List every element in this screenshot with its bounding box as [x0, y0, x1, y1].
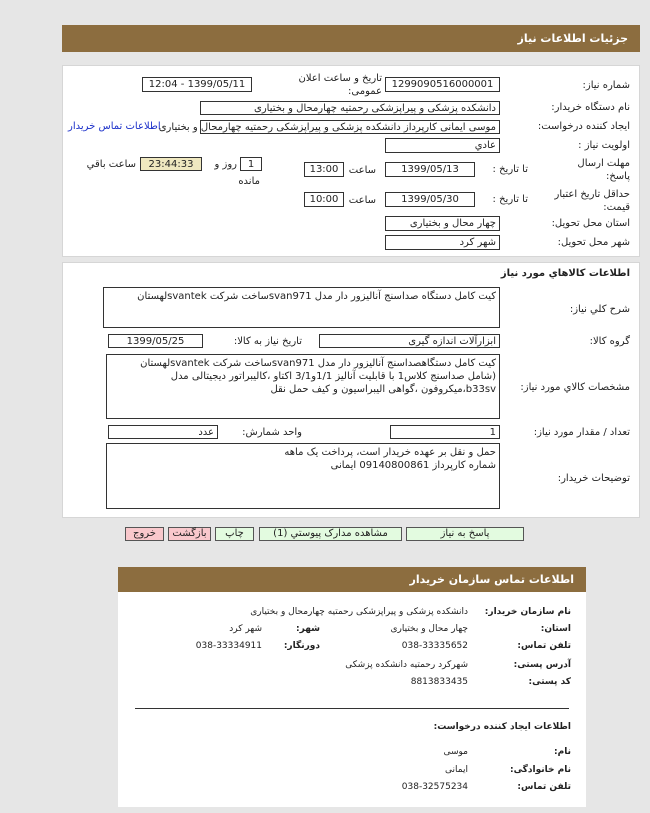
respond-button[interactable]: پاسخ به نیاز — [406, 527, 524, 541]
phone-label: تلفن تماس: — [517, 641, 571, 651]
fax-label: دورنگار: — [283, 641, 320, 651]
need-number-label: شماره نیاز: — [582, 80, 630, 91]
validity-date-field: 1399/05/30 — [385, 192, 475, 207]
deadline-to-date-label: تا تاریخ : — [492, 164, 528, 175]
group-label: گروه کالا: — [589, 336, 630, 347]
notes-line-1: حمل و نقل بر عهده خریدار است، پرداخت یک ماهه — [284, 447, 496, 458]
remaining-label-2: مانده — [238, 176, 260, 187]
creator-phone-value: 038-32575234 — [401, 782, 468, 792]
creator-phone-label: تلفن تماس: — [517, 782, 571, 792]
goods-title: اطلاعات کالاهاي مورد نياز — [500, 268, 630, 279]
validity-label: حداقل تاریخ اعتبار — [554, 189, 630, 200]
unit-label: واحد شمارش: — [242, 427, 302, 438]
validity-to-date-label: تا تاریخ : — [492, 194, 528, 205]
page-header — [62, 25, 640, 52]
countdown-field: 23:44:33 — [140, 157, 202, 171]
summary-label: شرح کلي نياز: — [569, 304, 630, 315]
province-label: استان: — [540, 624, 571, 634]
deadline-time-field: 13:00 — [304, 162, 344, 177]
back-button[interactable]: بازگشت — [168, 527, 211, 541]
need-date-label: تاریخ نیاز به کالا: — [233, 336, 302, 347]
buyer-contact-link[interactable]: اطلاعات تماس خریدار — [68, 121, 161, 132]
summary-textarea[interactable]: کیت کامل دستگاه صداسنج آنالیزور دار مدل svan971ساخت شرکت svantekلهستان — [103, 287, 500, 328]
buyer-label: نام دستگاه خریدار: — [551, 102, 630, 113]
fax-value: 038-33334911 — [195, 641, 262, 651]
validity-time-label: ساعت — [348, 195, 376, 206]
family-label: نام خانوادگی: — [509, 765, 571, 775]
notes-line-2: شماره کارپرداز 09140800861 ایمانی — [330, 460, 496, 471]
phone-value: 038-33335652 — [401, 641, 468, 651]
notes-label: توضیحات خریدار: — [557, 473, 630, 484]
address-label: آدرس پستی: — [513, 660, 571, 670]
province-label: استان محل تحویل: — [551, 218, 630, 229]
province-value: چهار محال و بختیاری — [390, 624, 468, 634]
specs-textarea[interactable]: کیت کامل دستگاهصداسنج آنالیزور دار مدل svan971ساخت شرکت svantekلهستان (شامل صداسنج کلاس1 با قابلیت آنالیز 1/1و3/1 اکتاو ،کالیبراتور دیجیتالی مدل b33sv،میکروفون ،گواهی الیبراسیون و کیف حمل نقل — [106, 354, 500, 419]
view-attachments-button[interactable]: مشاهده مدارک پیوستي (1) — [259, 527, 402, 541]
address-value: شهرکرد رحمتیه دانشکده پزشکی — [345, 660, 468, 670]
need-number-field: 1299090516000001 — [385, 77, 500, 92]
deadline-date-field: 1399/05/13 — [385, 162, 475, 177]
org-value: دانشکده پزشکی و پیراپزشکی رحمتیه چهارمحال و بختیاری — [250, 607, 468, 617]
announce-label: تاریخ و ساعت اعلان — [298, 73, 382, 84]
page-title: جزئیات اطلاعات نیاز — [517, 32, 628, 45]
qty-label: تعداد / مقدار مورد نیاز: — [533, 427, 630, 438]
creator-info-title: اطلاعات ایجاد کننده درخواست: — [433, 722, 571, 732]
city-field: شهر کرد — [385, 235, 500, 250]
unit-field: عدد — [108, 425, 218, 439]
exit-button[interactable]: خروج — [125, 527, 164, 541]
contact-title: اطلاعات تماس سازمان خریدار — [409, 573, 574, 586]
family-value: ایمانی — [445, 765, 468, 775]
group-field: ابزارآلات اندازه گیری — [319, 334, 500, 348]
contact-header — [118, 567, 586, 592]
priority-label: اولویت نیاز : — [578, 140, 630, 151]
postal-label: کد پستی: — [528, 677, 571, 687]
priority-field: عادي — [385, 138, 500, 153]
divider — [135, 708, 569, 709]
creator-field: موسی ایمانی کارپرداز دانشکده پزشکی و پیراپزشکی رحمتیه چهارمحال و بختیاری — [200, 120, 500, 134]
city-label: شهر: — [296, 624, 320, 634]
name-label: نام: — [554, 747, 571, 757]
validity-time-field: 10:00 — [304, 192, 344, 207]
province-field: چهار محال و بختیاری — [385, 216, 500, 231]
org-label: نام سازمان خریدار: — [484, 607, 571, 617]
need-date-field: 1399/05/25 — [108, 334, 203, 348]
city-label: شهر محل تحویل: — [557, 237, 630, 248]
notes-textarea[interactable] — [106, 443, 500, 509]
postal-value: 8813833435 — [410, 677, 468, 687]
remaining-label: ساعت باقي — [86, 159, 136, 170]
deadline-label-2: پاسخ: — [605, 171, 630, 182]
deadline-label: مهلت ارسال — [577, 158, 630, 169]
name-value: موسی — [443, 747, 468, 757]
announce-date-field: 1399/05/11 - 12:04 — [142, 77, 252, 92]
validity-label-2: قیمت: — [603, 202, 630, 213]
announce-label-2: عمومی: — [348, 86, 382, 97]
deadline-time-label: ساعت — [348, 165, 376, 176]
remaining-days-field: 1 — [240, 157, 262, 171]
qty-field: 1 — [390, 425, 500, 439]
days-label: روز و — [214, 159, 237, 170]
specs-label: مشخصات کالاي مورد نياز: — [520, 382, 630, 393]
creator-label: ایجاد کننده درخواست: — [537, 121, 630, 132]
print-button[interactable]: چاپ — [215, 527, 254, 541]
buyer-field: دانشکده پزشکی و پیراپزشکی رحمتیه چهارمحال و بختیاری — [200, 101, 500, 115]
city-value: شهر کرد — [229, 624, 262, 634]
